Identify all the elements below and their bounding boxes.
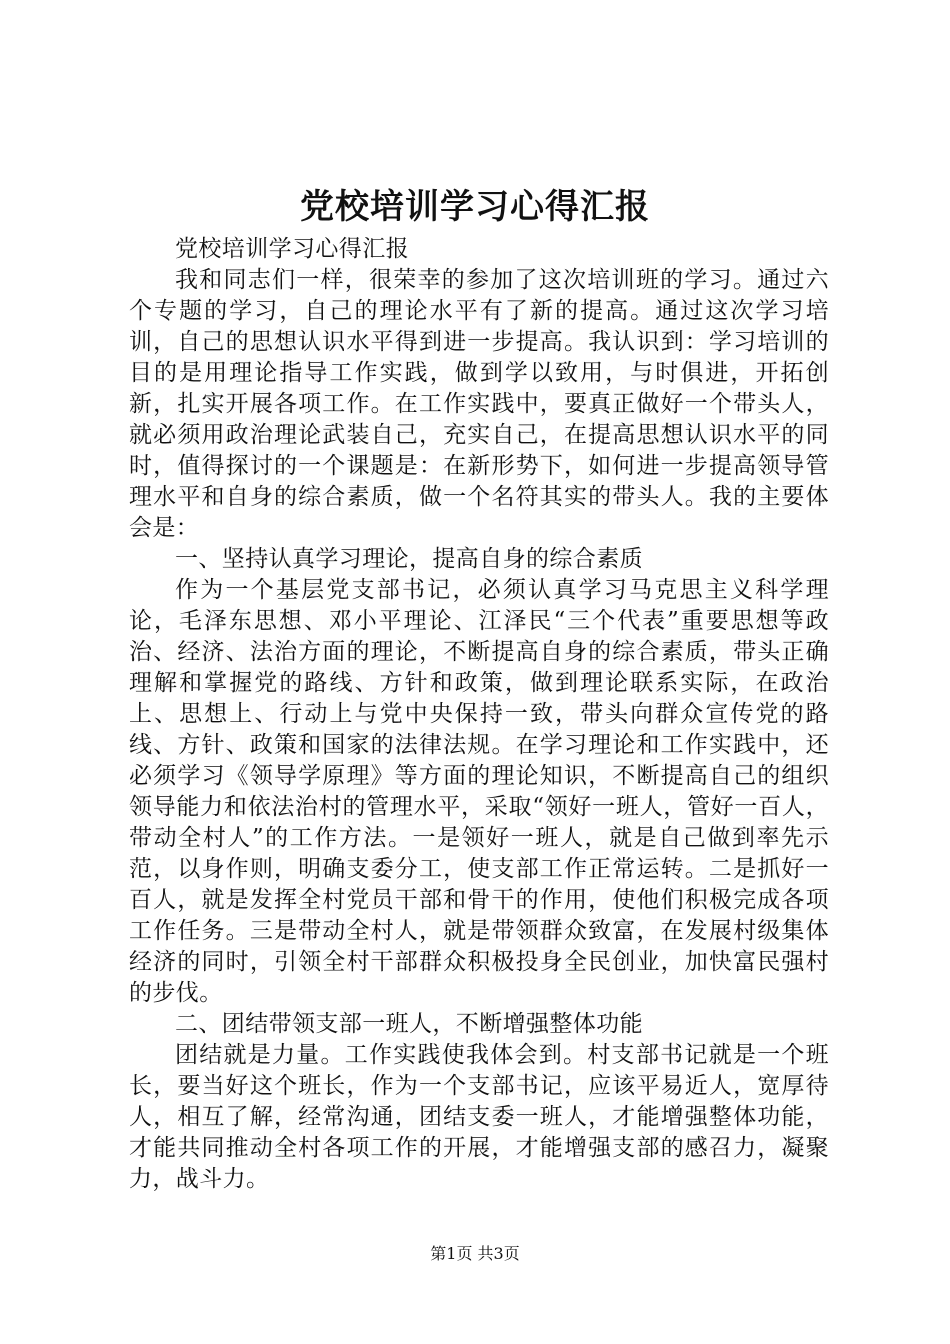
document-body [129,234,829,1195]
section-heading-2: 二、团结带领支部一班人，不断增强整体功能 [175,1011,643,1037]
paragraph-section-1: 作为一个基层党支部书记，必须认真学习马克思主义科学理论，毛泽东思想、邓小平理论、江泽民“三个代表”重要思想等政治、经济、法治方面的理论，不断提高自身的综合素质，带头正确理解和掌握党的路线、方针和政策，做到理论联系实际，在政治上、思想上、行动上与党中央保持一致，带头向群众宣传党的路线、方针、政策和国家的法律法规。在学习理论和工作实践中，还必须学习《领导学原理》等方面的理论知识，不断提高自己的组织领导能力和依法治村的管理水平，采取“领好一班人，管好一百人，带动全村人”的工作方法。一是领好一班人，就是自己做到率先示范，以身作则，明确支委分工，使支部工作正常运转。二是抓好一百人，就是发挥全村党员干部和骨干的作用，使他们积极完成各项工作任务。三是带动全村人，就是带领群众致富，在发展村级集体经济的同时，引领全村干部群众积极投身全民创业，加快富民强村的步伐。 [129,577,829,1006]
paragraph-subtitle: 党校培训学习心得汇报 [175,236,409,262]
section-heading-1: 一、坚持认真学习理论，提高自身的综合素质 [175,546,643,572]
document-title: 党校培训学习心得汇报 [300,187,650,227]
paragraph-intro: 我和同志们一样，很荣幸的参加了这次培训班的学习。通过六个专题的学习，自己的理论水平有了新的提高。通过这次学习培训，自己的思想认识水平得到进一步提高。我认识到：学习培训的目的是用理论指导工作实践，做到学以致用，与时俱进，开拓创新，扎实开展各项工作。在工作实践中，要真正做好一个带头人，就必须用政治理论武装自己，充实自己，在提高思想认识水平的同时，值得探讨的一个课题是：在新形势下，如何进一步提高领导管理水平和自身的综合素质，做一个名符其实的带头人。我的主要体会是： [129,267,829,541]
paragraph-section-2: 团结就是力量。工作实践使我体会到。村支部书记就是一个班长，要当好这个班长，作为一个支部书记，应该平易近人，宽厚待人，相互了解，经常沟通，团结支委一班人，才能增强整体功能，才能共同推动全村各项工作的开展，才能增强支部的感召力，凝聚力，战斗力。 [129,1042,829,1192]
page-footer: 第1页 共3页 [430,1244,520,1263]
